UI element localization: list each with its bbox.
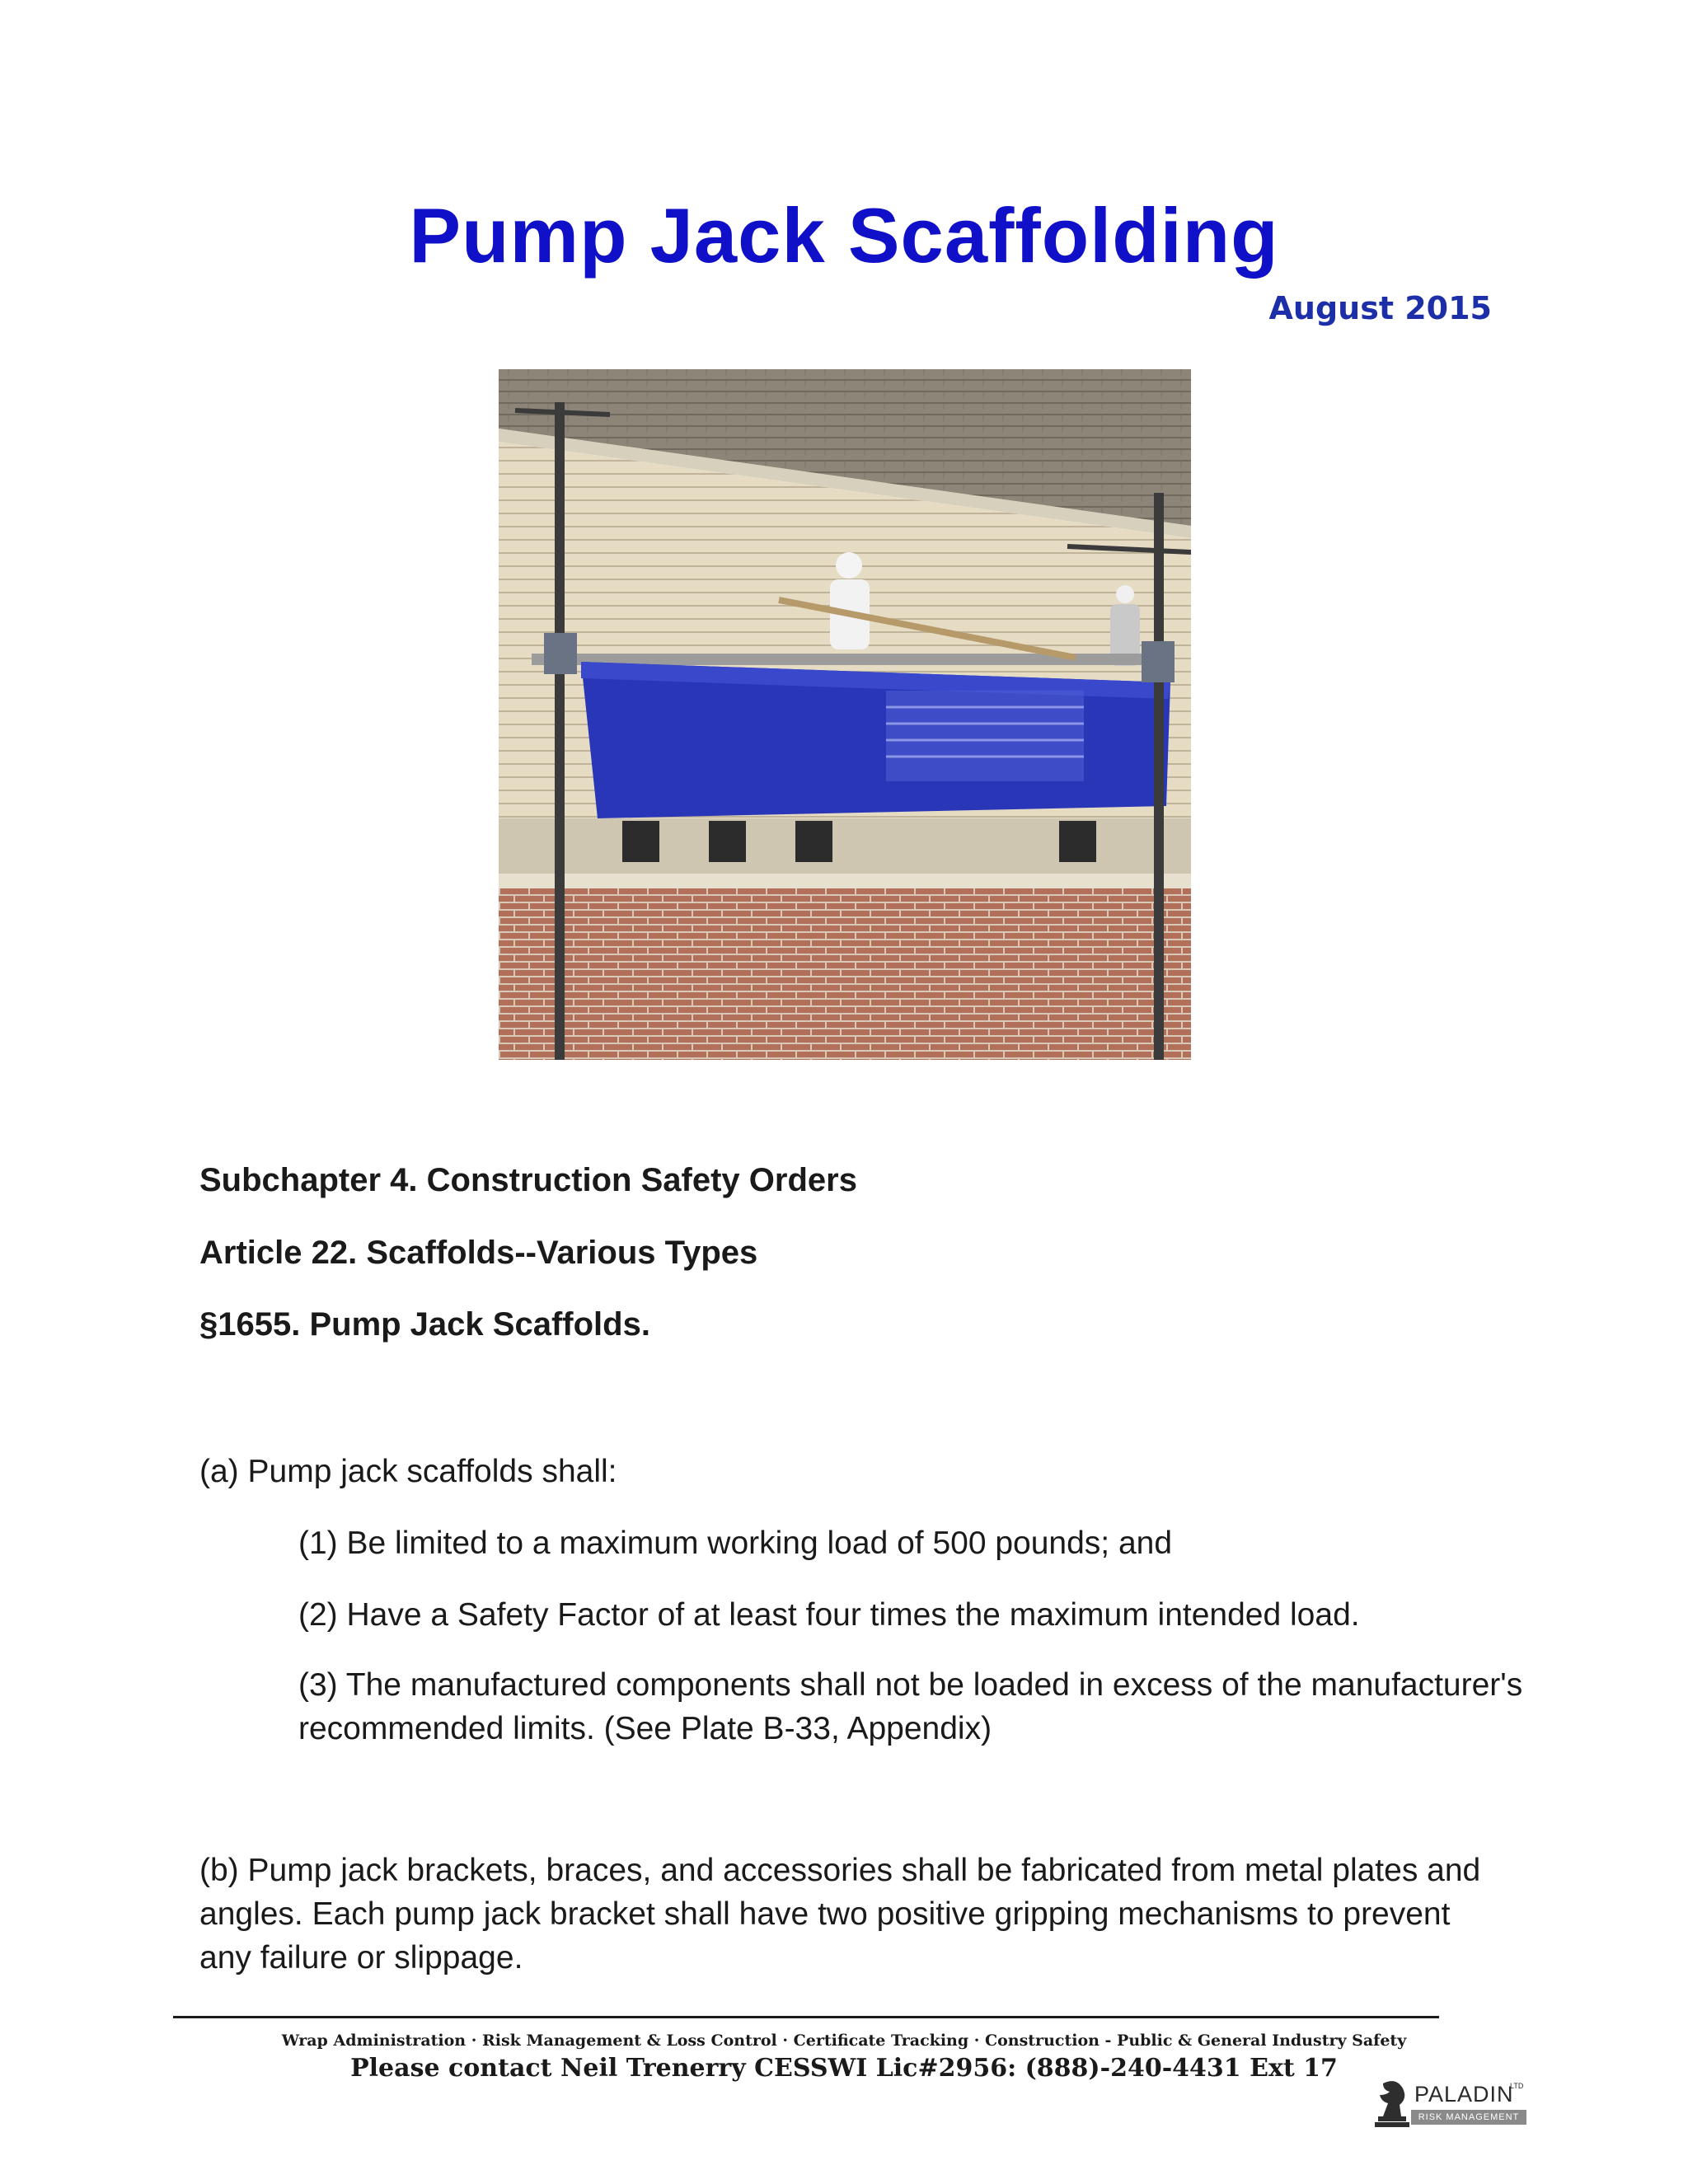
document-date: August 2015 — [1268, 290, 1492, 326]
knight-chess-piece-icon — [1372, 2077, 1413, 2128]
article-heading: Article 22. Scaffolds--Various Types — [199, 1235, 758, 1271]
page-title: Pump Jack Scaffolding — [409, 192, 1279, 279]
logo-subtitle: RISK MANAGEMENT — [1411, 2110, 1526, 2125]
section-a-item: (1) Be limited to a maximum working load of 500 pounds; and — [298, 1526, 1173, 1561]
logo-mark: LTD — [1510, 2082, 1524, 2090]
logo-name: PALADIN — [1414, 2082, 1514, 2107]
paladin-logo — [1372, 2077, 1528, 2128]
section-a-item: (2) Have a Safety Factor of at least four times the maximum intended load. — [298, 1597, 1360, 1633]
subchapter-heading: Subchapter 4. Construction Safety Orders — [199, 1162, 857, 1198]
scaffolding-photo — [499, 369, 1191, 1060]
footer-contact: Please contact Neil Trenerry CESSWI Lic#2956: (888)-240-4431 Ext 17 — [350, 2054, 1338, 2083]
section-a-item: (3) The manufactured components shall not be loaded in excess of the manufacturer's recommended limits. (See Plate B-33, Appendix) — [298, 1667, 1523, 1746]
section-b-paragraph: (b) Pump jack brackets, braces, and accessories shall be fabricated from metal plates and angles. Each pump jack bracket shall have two positive gripping mechanisms to prevent any failure or slippage. — [199, 1853, 1481, 1975]
footer-divider — [173, 2016, 1439, 2018]
section-heading: §1655. Pump Jack Scaffolds. — [199, 1306, 650, 1343]
section-a-intro: (a) Pump jack scaffolds shall: — [199, 1454, 617, 1489]
footer-services: Wrap Administration · Risk Management & Loss Control · Certificate Tracking · Construction - Public & General Industry Safety — [281, 2032, 1407, 2050]
